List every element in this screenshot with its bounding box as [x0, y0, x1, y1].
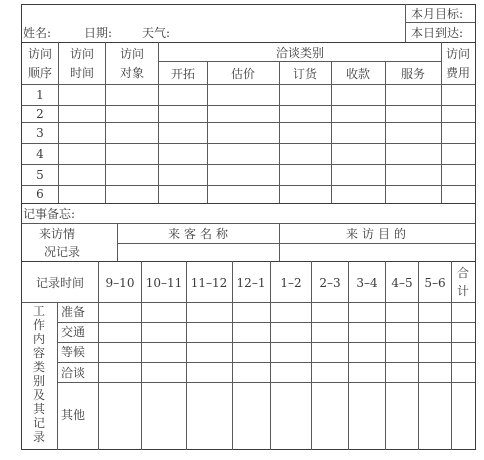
memo-label: 记事备忘: [23, 207, 76, 221]
sub-type-fuwu: 服务 [400, 67, 426, 81]
time-slot: 9–10 [105, 276, 135, 290]
row-number: 1 [36, 88, 44, 102]
rule-visit-header-bottom [21, 84, 476, 85]
negotiation-type-header: 洽谈类别 [275, 46, 325, 60]
rule-visitor-label [117, 223, 118, 261]
rule-row-3 [21, 143, 476, 144]
rule-slot-7 [385, 261, 386, 450]
col-target-header-line2: 对象 [119, 66, 145, 80]
rule-visitor-split [117, 243, 476, 244]
rule-left [21, 4, 22, 450]
rule-col-gujia [279, 61, 280, 203]
rule-row-4 [21, 164, 476, 165]
total-header-line2: 计 [456, 284, 470, 298]
category-qiatan: 洽谈 [60, 366, 86, 380]
col-time-header-line1: 访问 [69, 47, 95, 61]
rule-col-kaituo [207, 61, 208, 203]
time-slot: 11–12 [190, 276, 228, 290]
rule-col-fuwu [441, 42, 442, 203]
sub-type-kaituo: 开拓 [170, 67, 196, 81]
row-number: 6 [36, 187, 44, 201]
col-cost-header-line2: 费用 [445, 66, 471, 80]
rule-row-1 [21, 105, 476, 106]
rule-col-shoukuan [385, 61, 386, 203]
time-slot: 2–3 [319, 276, 341, 290]
col-cost-header-line1: 访问 [445, 47, 471, 61]
time-slot: 5–6 [424, 276, 446, 290]
rule-slot-3 [232, 261, 233, 450]
col-time-header-line2: 时间 [69, 66, 95, 80]
rule-slot-2 [186, 261, 187, 450]
rule-cat-2 [57, 342, 476, 343]
rule-slot-5 [311, 261, 312, 450]
rule-header-divider [405, 4, 406, 42]
row-number: 4 [36, 147, 44, 161]
rule-header-bottom [21, 42, 476, 43]
rule-col-target [158, 42, 159, 203]
row-number: 2 [36, 107, 44, 121]
time-slot: 1–2 [280, 276, 302, 290]
rule-negotiation-split [158, 61, 441, 62]
rule-right [475, 4, 476, 450]
category-qita: 其他 [60, 408, 86, 422]
weather-label: 天气: [142, 26, 171, 40]
rule-visitor-bottom [21, 261, 476, 262]
rule-slot-4 [270, 261, 271, 450]
rule-row-2 [21, 122, 476, 123]
rule-col-time [105, 42, 106, 203]
sub-type-dinghuo: 订货 [292, 67, 318, 81]
col-target-header-line1: 访问 [119, 47, 145, 61]
situation-record-line2: 况记录 [44, 245, 81, 259]
monthly-target-label: 本月目标: [411, 7, 464, 21]
rule-memo-bottom [21, 223, 476, 224]
rule-slot-1 [141, 261, 142, 450]
visitor-name-header: 来客名称 [167, 227, 233, 241]
date-label: 日期: [84, 26, 113, 40]
rule-row-5 [21, 185, 476, 186]
rule-slot-6 [348, 261, 349, 450]
rule-cat-label [57, 302, 58, 450]
rule-time-header-bottom [21, 302, 476, 303]
col-order-header-line2: 顺序 [27, 66, 53, 80]
rule-cat-4 [57, 382, 476, 383]
visit-purpose-header: 来访目的 [345, 227, 411, 241]
time-slot: 10–11 [145, 276, 183, 290]
category-jiaotong: 交通 [60, 325, 86, 339]
rule-header-target [405, 22, 476, 23]
category-denghou: 等候 [60, 345, 86, 359]
rule-visit-bottom [21, 203, 476, 204]
work-content-category-label: 工作内容类别及其记录 [32, 304, 45, 444]
time-slot: 12–1 [236, 276, 266, 290]
sub-type-shoukuan: 收款 [345, 67, 371, 81]
category-zhunbei: 准备 [60, 305, 86, 319]
rule-visitor-mid [279, 223, 280, 261]
rule-cat-3 [57, 362, 476, 363]
total-header-line1: 合 [456, 266, 470, 280]
rule-top [21, 4, 476, 5]
rule-col-dinghuo [331, 61, 332, 203]
record-time-header: 记录时间 [35, 276, 85, 290]
situation-record-line1: 来访情 [39, 227, 76, 241]
time-slot: 3–4 [356, 276, 378, 290]
row-number: 3 [36, 126, 44, 140]
rule-col-order [58, 42, 59, 203]
col-order-header-line1: 访问 [27, 47, 53, 61]
rule-bottom [21, 449, 476, 450]
name-label: 姓名: [23, 26, 52, 40]
rule-slot-9 [451, 261, 452, 450]
rule-slot-8 [418, 261, 419, 450]
row-number: 5 [36, 168, 44, 182]
time-slot: 4–5 [391, 276, 413, 290]
daily-reached-label: 本日到达: [411, 26, 464, 40]
rule-cat-1 [57, 322, 476, 323]
rule-time-label [98, 261, 99, 450]
sub-type-gujia: 估价 [230, 67, 256, 81]
